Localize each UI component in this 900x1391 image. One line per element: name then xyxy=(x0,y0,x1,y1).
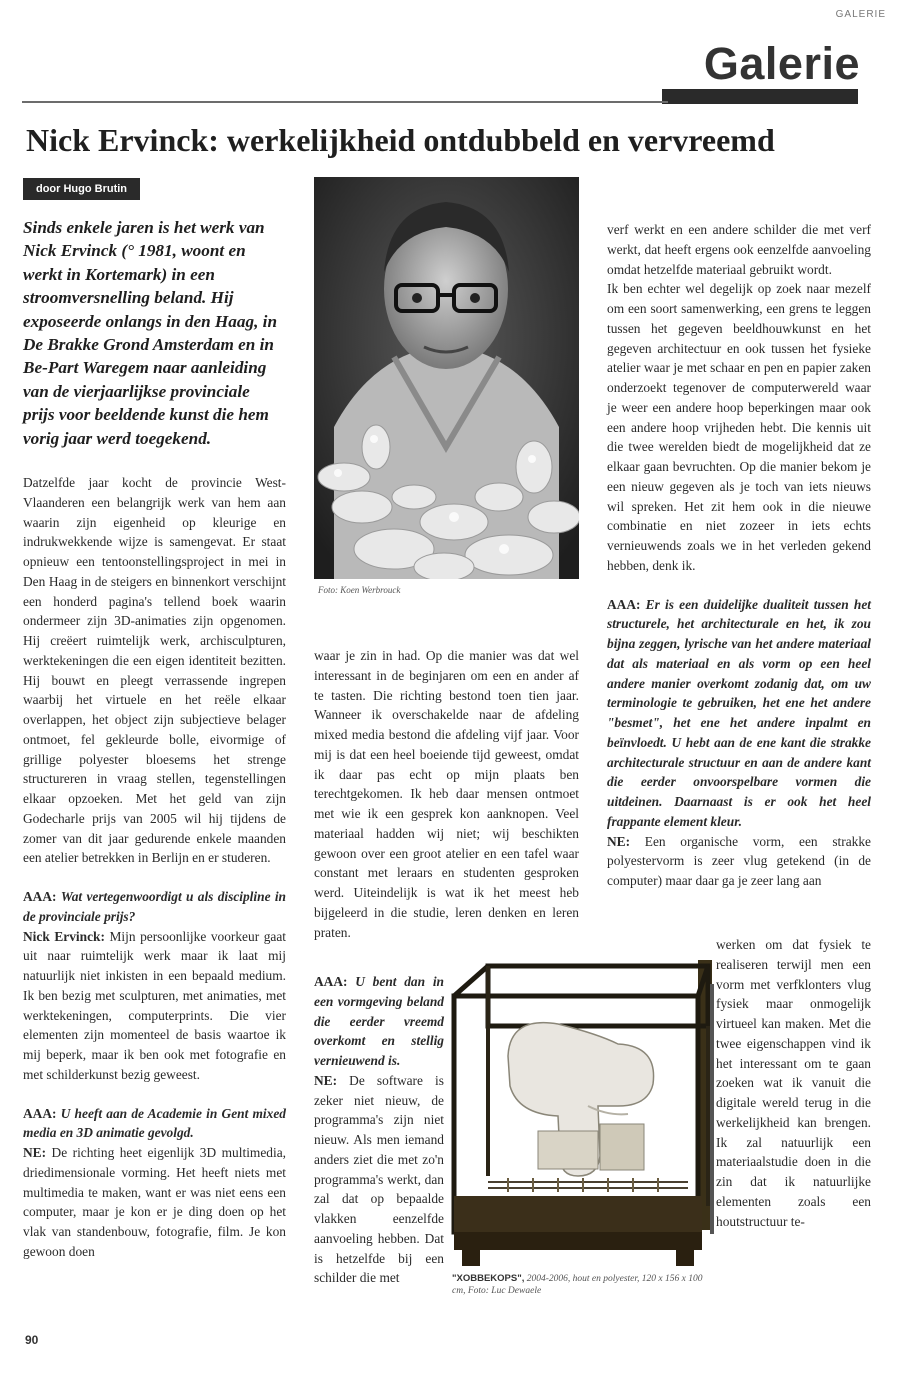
column-2-lower xyxy=(314,972,444,1288)
question-3 xyxy=(314,972,444,1071)
answer-1 xyxy=(23,927,286,1085)
answer-3-continued: verf werkt en een andere schilder die met verf werkt, dat heeft ergens ook eenzelfde aanvoeling omdat hetzelfde materiaal gebruikt wordt. xyxy=(607,222,871,277)
answer-4 xyxy=(607,832,871,891)
caption-text: 2004-2006, hout en polyester, 120 x 156 x 100 cm, Foto: Luc Dewaele xyxy=(452,1274,703,1296)
sculpture-caption xyxy=(452,1273,710,1297)
portrait-photo xyxy=(314,177,579,579)
speaker-label: NE: xyxy=(23,1145,47,1160)
section-tag: GALERIE xyxy=(835,9,886,20)
header-rule xyxy=(22,101,668,103)
article-title: Nick Ervinck: werkelijkheid ontdubbeld en vervreemd xyxy=(26,122,775,158)
answer-text: Mijn persoonlijke voorkeur gaat uit naar ruimtelijk werk maar ik laat mij natuurlijk niet inkisten in een bepaald medium. Ik ben bezig met sculpturen, met animaties, met werktekeningen, computerprints. Die vier elementen zijn momenteel de basis waartoe ik mij beperk, maar ik ben ook met fotografie en met schilderkunst bezig geweest. xyxy=(23,928,287,1082)
answer-2-continued: waar je zin in had. Op die manier was dat wel interessant in de beginjaren om een en ander af te tasten. Die richting bestond toen tien jaar. Wanneer ik overschakelde naar de afdeling mixed media bestond die afdeling vijf jaar. Voor mij is dat een heel boeiende tijd geweest, omdat ik daar pas echt op mijn plaats ben terechtgekomen. Ik heb daar mensen ontmoet met wie ik een gesprek kon aanknopen. Veel materiaal hadden wij niet; wij beschikten gewoon over een groot atelier en een tafel waar constant met leraars en studenten gesproken werd. Uiteindelijk is wat ik het meest heb bijgeleerd in die studie, leren denken en leren praten. xyxy=(314,648,579,940)
caption-title: "XOBBEKOPS", xyxy=(452,1273,525,1284)
column-3-lower xyxy=(716,935,871,1231)
column-1 xyxy=(23,473,286,1262)
question-text: Wat vertegenwoordigt u als discipline in de provinciale prijs? xyxy=(23,889,286,924)
sculpture-photo xyxy=(448,956,716,1270)
question-4 xyxy=(607,595,871,832)
answer-2 xyxy=(23,1143,286,1262)
speaker-label: AAA: xyxy=(23,1105,57,1121)
speaker-label: NE: xyxy=(607,833,631,849)
answer-text: Een organische vorm, een strakke polyestervorm is zeer vlug getekend (in de computer) maar daar ga je zeer lang aan xyxy=(607,833,871,888)
question-text: U bent dan in een vormgeving beland die eerder vreemd overkomt en stellig vernieuwend is. xyxy=(314,974,444,1068)
question-text: U heeft aan de Academie in Gent mixed media en 3D animatie gevolgd. xyxy=(23,1105,286,1141)
speaker-label: AAA: xyxy=(314,974,348,989)
answer-text: De richting heet eigenlijk 3D multimedia, driedimensionale vorming. Het heeft niets met multimedia te maken, want er was niet eens een computer, maar je kon er je ding doen op het vlak van standenbouw, fotografie, film. Je kon gewoon doen xyxy=(23,1145,286,1259)
photo-credit: Foto: Koen Werbrouck xyxy=(318,585,401,595)
speaker-label: AAA: xyxy=(23,889,57,904)
answer-text: De software is zeker niet nieuw, de programma's zijn niet nieuw. Als men iemand anders ziet die met zo'n programma's werkt, dan zal dat op bepaalde vlakken eenzelfde aanvoeling hebben. Dat is hetzelfde bij een schilder die met xyxy=(314,1072,444,1286)
column-3 xyxy=(607,220,871,891)
lead-paragraph: Sinds enkele jaren is het werk van Nick Ervinck (° 1981, woont en werkt in Kortemark) in een stroomversnelling beland. Hij exposeerde onlangs in den Haag, in De Brakke Grond Amsterdam en in Be-Part Waregem naar aanleiding van de vierjaarlijkse provinciale prijs voor beeldende kunst die hem vorig jaar werd toegekend. xyxy=(23,218,278,448)
answer-3-paragraph-2: Ik ben echter wel degelijk op zoek naar mezelf om een soort samenwerking, een grens te leggen tussen het gegeven beeldhouwkunst en het gegeven architectuur en ook tussen het fysieke atelier waar je met schaar en pen en papier zaken onderzoekt tegenover de computerwereld waar je weer een andere hoop beperkingen maar ook een andere hoop vrijheden hebt. Die kennis uit die twee werelden biedt de mogelijkheid dat ze elkaar gaan bevruchten. Op die manier bekom je een nieuw gegeven als je toch van iets nieuws wil spreken. Het zit hem ook in die nieuwe combinatie en niet zozeer in iets echts vernieuwends zoals we in het verleden gekend hebben, denk ik. xyxy=(607,281,871,573)
question-text: Er is een duidelijke dualiteit tussen het structurele, het architecturale en het, ik zou bijna zeggen, lyrische van het andere materiaal dat als materiaal en als vorm op een heel andere manier overkomt zodanig dat, om uw terminologie te gebruiken, het ene het andere "besmet", het ene het andere inpalmt en beïnvloedt. U hebt aan de ene kant die strakke architecturale structuur en aan de andere kant die eerder onvoorspelbare vormen die uitdeinen. Daarnaast is er ook het heel frappante element kleur. xyxy=(607,596,871,829)
speaker-label: NE: xyxy=(314,1072,338,1088)
intro-paragraph: Datzelfde jaar kocht de provincie West-Vlaanderen een belangrijk werk van hem aan waarin zijn eigenheid op kleurige en indrukwekkende wijze is samengevat. Er staat opnieuw een tentoonstellingsproject in mei in Den Haag in de steigers en binnenkort verschijnt een honderd pagina's tellend boek waarin ondermeer zijn 3D-animaties zijn opgenomen. Hij creëert ruimtelijk werk, archisculpturen, werktekeningen die een eigen identiteit bezitten. Hij bouwt en pleegt verrassende ingrepen waarbij het virtuele en het reële elkaar overlappen, het object zijn subjectieve belager ontmoet, fel gekleurde bolle, eivormige of grillige polyester bloesems het strenge structureren in vraag stellen, tegenstellingen elkaar opzoeken. Met het geld van zijn Godecharle prijs van 2005 wil hij tijdens de zomer van dit jaar gedurende enkele maanden een atelier betrekken in Berlijn en er studeren. xyxy=(23,475,286,866)
speaker-label: Nick Ervinck: xyxy=(23,928,105,944)
header-bar xyxy=(662,89,858,104)
column-2 xyxy=(314,646,579,942)
answer-3 xyxy=(314,1071,444,1288)
answer-4-continued: werken om dat fysiek te realiseren terwijl men een vorm met verfklonters vlug fysiek maar onmogelijk virtueel kan maken. Met die twee eigenschappen vind ik het interessant om te gaan zoeken wat ik vanuit die digitale wereld terug in die werkelijkheid kan brengen. Ik zal natuurlijk een materiaalstudie doen in die zin dat ik natuurlijke elementen zoals een houtstructuur te- xyxy=(716,937,871,1229)
speaker-label: AAA: xyxy=(607,596,641,612)
byline: door Hugo Brutin xyxy=(23,178,140,200)
section-title: Galerie xyxy=(703,38,860,89)
page-number: 90 xyxy=(25,1333,39,1347)
question-2 xyxy=(23,1104,286,1144)
question-1 xyxy=(23,887,286,927)
